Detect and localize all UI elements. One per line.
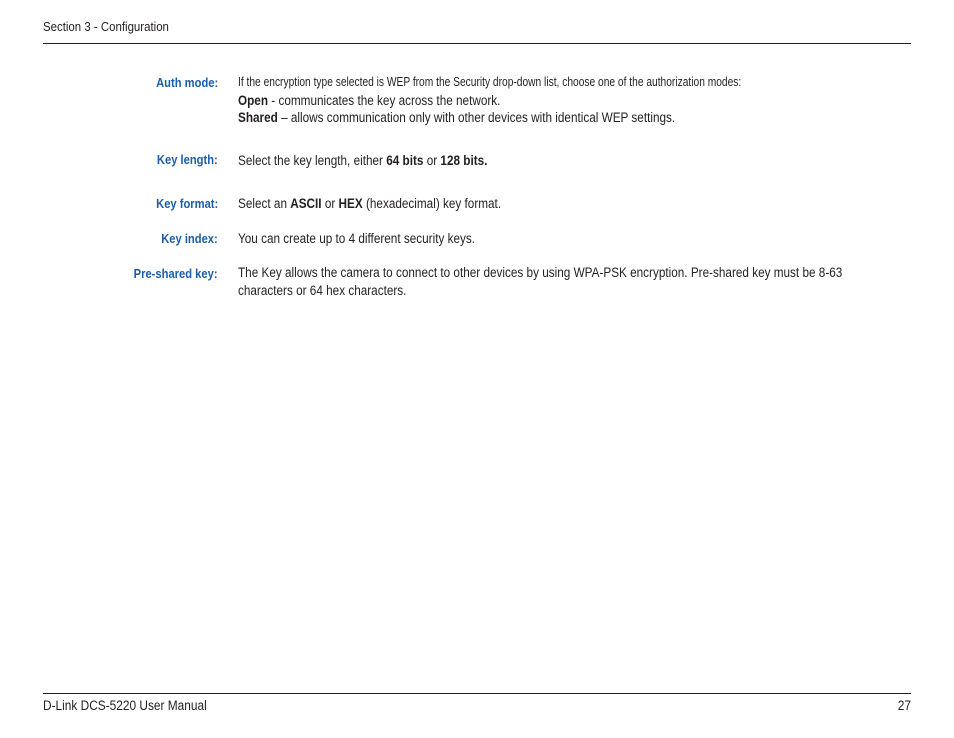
- term-auth-mode: Auth mode:: [155, 75, 218, 90]
- term-key-format: Key format:: [155, 196, 218, 211]
- page-number: 27: [897, 698, 911, 713]
- key-length-mid: or: [423, 153, 441, 168]
- shared-label: Shared: [238, 110, 278, 125]
- desc-auth-mode: [238, 74, 899, 127]
- key-format-mid: or: [321, 196, 339, 211]
- key-length-pre: Select the key length, either: [238, 153, 387, 168]
- term-key-length: Key length:: [157, 152, 218, 167]
- auth-mode-shared: [238, 109, 899, 127]
- desc-pre-shared-key: [238, 264, 899, 299]
- key-length-128: 128 bits.: [440, 153, 488, 168]
- open-label: Open: [238, 92, 269, 108]
- term-key-index: Key index:: [161, 231, 218, 246]
- pre-shared-key-text: The Key allows the camera to connect to other devices by using WPA-PSK encryption. Pre-shared key must be 8-63 characters or 64 hex characters.: [238, 265, 843, 298]
- desc-key-index: [238, 230, 899, 248]
- auth-mode-open: [238, 92, 899, 110]
- shared-text: – allows communication only with other devices with identical WEP settings.: [277, 110, 676, 125]
- key-format-post: (hexadecimal) key format.: [362, 196, 502, 211]
- footer-manual-title: D-Link DCS-5220 User Manual: [43, 698, 207, 713]
- key-format-pre: Select an: [238, 196, 291, 211]
- key-format-hex: HEX: [338, 196, 363, 211]
- term-pre-shared-key: Pre-shared key:: [134, 266, 218, 281]
- key-index-text: You can create up to 4 different security keys.: [238, 231, 476, 246]
- key-format-ascii: ASCII: [290, 196, 322, 211]
- desc-key-format: [238, 195, 899, 213]
- section-header: Section 3 - Configuration: [43, 19, 169, 34]
- footer-divider: [43, 693, 911, 694]
- desc-key-length: [238, 152, 899, 170]
- key-length-64: 64 bits: [386, 153, 424, 168]
- open-text: - communicates the key across the network.: [268, 92, 501, 108]
- header-divider: [43, 43, 911, 44]
- auth-mode-intro: If the encryption type selected is WEP from the Security drop-down list, choose one of the authorization modes:: [238, 75, 742, 89]
